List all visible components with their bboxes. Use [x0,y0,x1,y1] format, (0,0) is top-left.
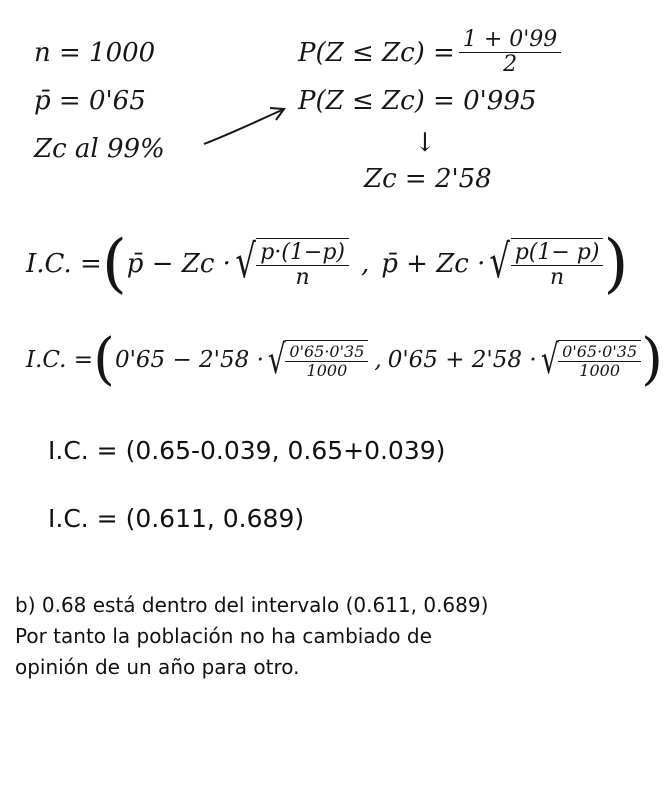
prob-equation [298,28,565,77]
left-sqrt: √ $\frac{p\cdot(1-p)}{n}$ [231,238,349,290]
sub-right-sqrt: √ $\frac{0'65\cdot 0'35}{1000}$ [537,340,641,380]
right-sqrt: √ $\frac{p(1- p)}{n}$ [485,238,603,290]
conclusion-line-2: Por tanto la población no ha cambiado de [15,624,432,648]
zc-value: Zc = 2'58 [364,164,492,194]
ic-sub-right-num: 0'65·0'35 [558,343,641,362]
typed-interval-2: I.C. = (0.611, 0.689) [48,504,305,533]
given-p: p̄ = 0'65 [34,86,146,116]
ic-label: I.C. = [26,249,102,279]
ic-substituted [26,327,663,392]
prob-fraction [459,28,561,77]
open-paren: ( [101,227,127,301]
ic-sub-left-den: 1000 [306,360,348,380]
close-paren-2: ) [641,327,663,392]
ic-left-den: n [295,265,310,290]
prob-lhs: P(Z ≤ Zc) = [298,37,455,68]
ic-formula [26,227,629,301]
close-paren: ) [603,227,629,301]
typed-interval-1: I.C. = (0.65-0.039, 0.65+0.039) [48,436,446,465]
down-arrow-icon: ↓ [414,128,436,158]
prob-equation-2: P(Z ≤ Zc) = 0'995 [298,86,537,116]
given-zc: Zc al 99% [34,134,165,164]
open-paren-2: ( [93,327,115,392]
ic-left-term: p̄ − Zc · [126,249,231,279]
ic-sub-right-term: 0'65 + 2'58 · [387,347,537,373]
prob-denominator: 2 [503,52,518,78]
ic-sub-label: I.C. = [26,347,94,373]
ic-right-den: n [550,265,565,290]
prob-numerator: 1 + 0'99 [459,28,561,53]
ic-right-num: p(1− p) [511,241,604,266]
ic-sub-left-term: 0'65 − 2'58 · [114,347,264,373]
conclusion-line-3: opinión de un año para otro. [15,655,300,679]
ic-right-term: p̄ + Zc · [381,249,486,279]
right-arrow-icon [200,100,290,150]
ic-sub-left-num: 0'65·0'35 [285,343,368,362]
ic-comma: , [361,249,370,279]
ic-sub-right-den: 1000 [579,360,620,380]
given-n: n = 1000 [34,38,156,68]
sub-left-sqrt: √ $\frac{0'65\cdot 0'35}{1000}$ [264,340,368,380]
ic-left-num: p·(1−p) [256,241,349,266]
conclusion-paragraph [15,590,625,683]
ic-sub-comma: , [374,347,382,373]
conclusion-line-1: b) 0.68 está dentro del intervalo (0.611, 0.689) [15,593,489,617]
